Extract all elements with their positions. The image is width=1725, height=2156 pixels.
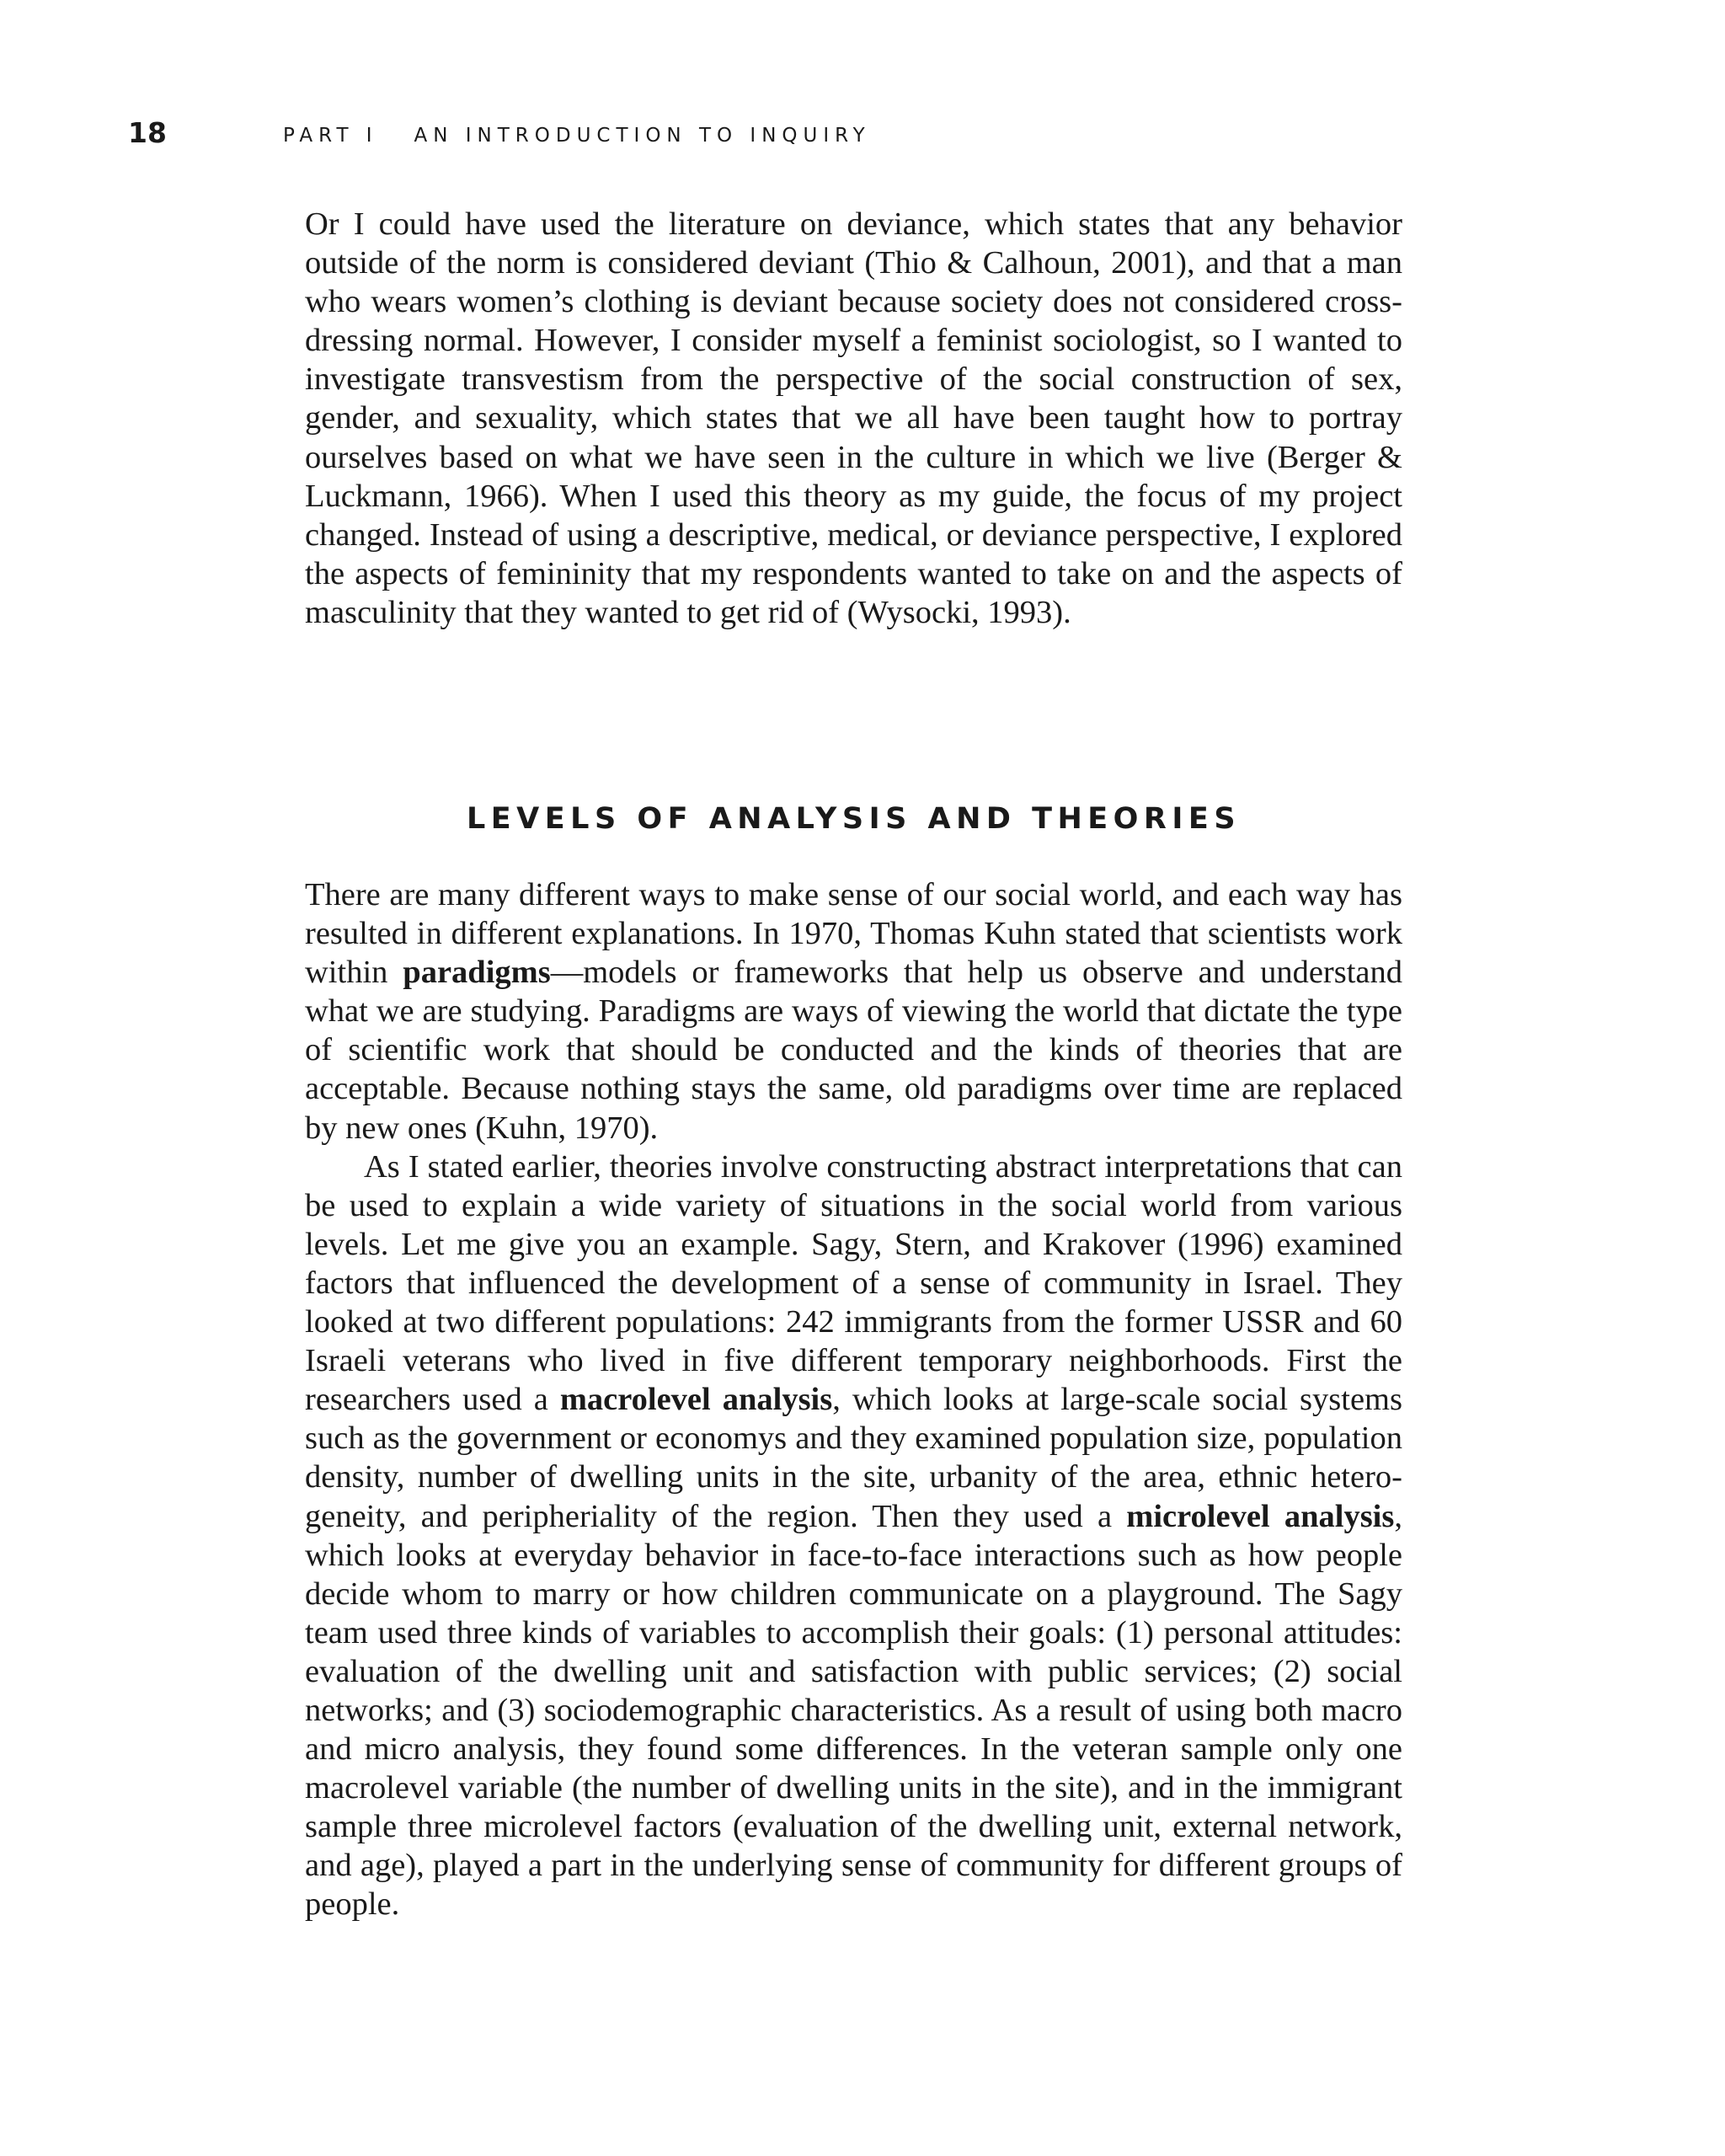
section-heading: LEVELS OF ANALYSIS AND THEORIES (466, 802, 1242, 836)
section-body (305, 875, 1402, 1924)
paragraph-text: There are many different ways to make sense of our social world, and each way has resulted in different explanations. In 1970, Thomas Kuhn stated that scientists work within (305, 877, 1402, 991)
running-head-title: PART I AN INTRODUCTION TO INQUIRY (283, 125, 871, 147)
paragraph-text: As I stated earlier, theories involve constructing abstract interpretations that can be used to explain a wide variety of situations in the social world from various levels. Let me give you an example. Sagy, Stern, and Krakover (1996) examined factors that influenced the development of a sense of community in Israel. They looked at two different populations: 242 immigrants from the former USSR and 60 Israeli veterans who lived in five different temporary neighborhoods. First the researchers used a (305, 1148, 1402, 1418)
page-number: 18 (128, 116, 167, 149)
paragraph-text: —models or frameworks that help us observe and understand what we are studying. Paradigms are ways of viewing the world that dictate the type of scientific work that should be conducted and the kinds of theories that are acceptable. Because nothing stays the same, old paradigms over time are replaced by new ones (Kuhn, 1970). (305, 955, 1402, 1146)
paragraph-text: , which looks at everyday behavior in face-to-face interactions such as how people decide whom to marry or how children communicate on a playground. The Sagy team used three kinds of variables to accomplish their goals: (1) personal attitudes: evaluation of the dwelling unit and satisfaction with public services; (2) social networks; and (3) sociodemographic characteristics. As a result of using both macro and micro analysis, they found some differences. In the veteran sample only one macrolevel variable (the number of dwelling units in the site), and in the immigrant sample three microlevel factors (evaluation of the dwelling unit, external network, and age), played a part in the underlying sense of community for different groups of people. (305, 1498, 1402, 1923)
intro-paragraph: Or I could have used the literature on deviance, which states that any behavior outside of the norm is considered deviant (Thio & Calhoun, 2001), and that a man who wears women’s clothing is deviant because society does not considered cross-dressing normal. However, I consider myself a feminist sociologist, so I wanted to investigate transvestism from the perspective of the social construction of sex, gender, and sexuality, which states that we all have been taught how to portray ourselves based on what we have seen in the culture in which we live (Berger & Luckmann, 1966). When I used this theory as my guide, the focus of my project changed. Instead of using a descriptive, medical, or deviance perspective, I explored the aspects of femininity that my respondents wanted to take on and the aspects of masculinity that they wanted to get rid of (Wysocki, 1993). (305, 206, 1402, 630)
key-term-paradigms: paradigms (403, 955, 551, 991)
key-term-macrolevel-analysis: macrolevel analysis (559, 1382, 833, 1418)
paragraph-text: , which looks at large-scale social systems such as the government or economys and they examined population size, population density, number of dwelling units in the site, urbanity of the area, ethnic heterogeneity, and peripheriality of the region. Then they used a (305, 1382, 1402, 1534)
intro-text-block (305, 205, 1402, 632)
levels-paragraph (305, 1148, 1402, 1924)
paradigms-paragraph (305, 875, 1402, 1148)
key-term-microlevel-analysis: microlevel analysis (1126, 1498, 1395, 1534)
running-head (128, 116, 1472, 150)
